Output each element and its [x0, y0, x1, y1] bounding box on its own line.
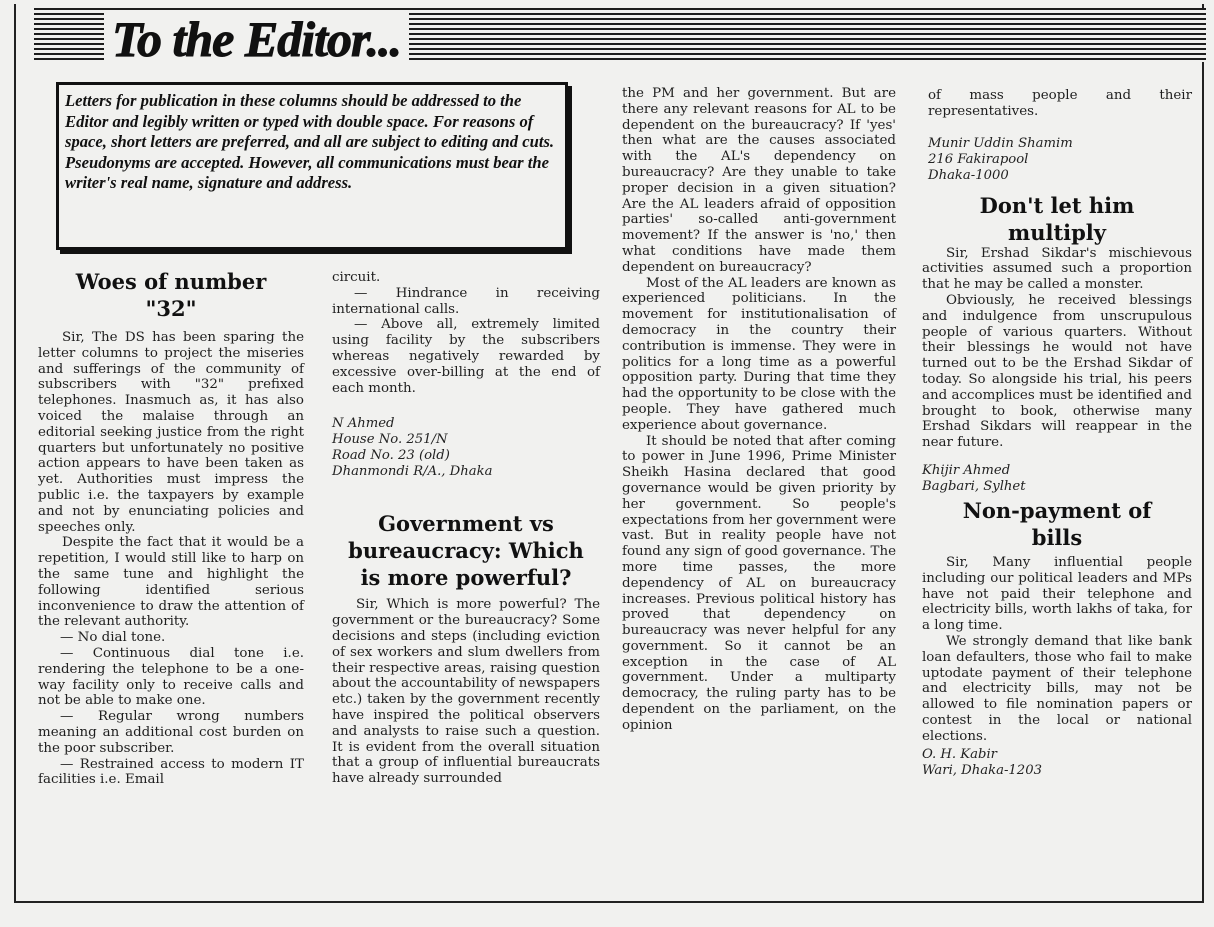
list-item: — Continuous dial tone i.e. rendering the telephone to be a one-way facility only to receive calls and not be able to make one.	[38, 645, 304, 709]
letter-signature: Khijir Ahmed Bagbari, Sylhet	[922, 462, 1026, 494]
letter-paragraph: Sir, Which is more powerful? The government or the bureaucracy? Some decisions and steps (including eviction of sex workers and slum dwellers from their respective areas, raising question about the accountability of newspapers etc.) taken by the government recently have inspired the political observers and analysts to raise such a question. It is evident from the overall situation that a group of influential bureaucrats have already surrounded	[332, 597, 600, 787]
letter-paragraph: It should be noted that after coming to power in June 1996, Prime Minister Sheikh Hasina declared that good governance would be given priority by her government. So people's expectations from her government were vast. But in reality people have not found any sign of good governance. The more time passes, the more dependency of AL on bureaucracy increases. Previous political history has proved that dependency on bureaucracy was never helpful for any government. So it cannot be an exception in the case of AL government. Under a multiparty democracy, the ruling party has to be dependent on the parliament, on the opinion	[622, 433, 896, 733]
submission-notice-box: Letters for publication in these columns should be addressed to the Editor and legibly written or typed with double space. For reasons of space, short letters are preferred, and all are subject to editing and cuts. Pseudonyms are accepted. However, all communications must bear the writer's real name, signature and address.	[56, 82, 568, 250]
letter-headline-bureaucracy: Government vs bureaucracy: Which is more powerful?	[348, 511, 584, 591]
letter-paragraph: Despite the fact that it would be a repetition, I would still like to harp on the same tune and highlight the following identified serious inconvenience to draw the attention of the relevant authority.	[38, 535, 304, 630]
list-item: — Restrained access to modern IT facilities i.e. Email	[38, 756, 304, 788]
letter-paragraph: Sir, The DS has been sparing the letter columns to project the miseries and sufferings of the community of subscribers with "32" prefixed telephones. Inasmuch as, it has also voiced the malaise through an editorial seeking justice from the right quarters but unfortunately no positive action appears to have been taken as yet. Authorities must impress the public i.e. the taxpayers by example and not by enunciating policies and speeches only.	[38, 330, 304, 535]
letter-paragraph: the PM and her government. But are there any relevant reasons for AL to be dependent on the bureaucracy? If 'yes' then what are the causes associated with the AL's dependency on bureaucracy? Are they unable to take proper decision in a given situation? Are the AL leaders afraid of opposition parties' so-called anti-government movement? If the answer is 'no,' then what conditions have made them dependent on bureaucracy?	[622, 86, 896, 275]
section-masthead: To the Editor...	[104, 12, 409, 66]
letter-headline-bills: Non-payment of bills	[962, 497, 1152, 550]
letter-paragraph: circuit.	[332, 270, 381, 285]
column-1	[38, 268, 304, 788]
list-item: — Above all, extremely limited using facility by the subscribers whereas negatively rewarded by excessive over-billing at the end of each month.	[332, 317, 600, 396]
letter-signature: Munir Uddin Shamim 216 Fakirapool Dhaka-1000	[928, 135, 1073, 183]
list-item: — No dial tone.	[60, 630, 166, 646]
letter-paragraph: Obviously, he received blessings and indulgence from unscrupulous people of various quarters. Without their blessings he would not have turned out to be the Ershad Sikdar of today. So alongside his trial, his peers and accomplices must be identified and brought to book, otherwise many Ershad Sikdars will reappear in the near future.	[922, 292, 1192, 451]
letter-paragraph: of mass people and their representatives.	[928, 88, 1192, 119]
letter-paragraph: We strongly demand that like bank loan defaulters, those who fail to make uptodate payment of their telephone and electricity bills, may not be allowed to file nomination papers or contest in the local or national elections.	[922, 633, 1192, 744]
letter-signature: N Ahmed House No. 251/N Road No. 23 (old) Dhanmondi R/A., Dhaka	[332, 416, 493, 480]
column-3	[622, 86, 896, 734]
column-2	[332, 270, 600, 787]
letter-paragraph: Most of the AL leaders are known as experienced politicians. In the movement for institutionalisation of democracy in the country their contribution is immense. They were in politics for a long time as a powerful opposition party. During that time they had the opportunity to be close with the people. They have gathered much experience about governance.	[622, 275, 896, 433]
letter-headline-number32: Woes of number "32"	[75, 269, 267, 321]
letter-headline-multiply: Don't let him multiply	[979, 192, 1135, 245]
column-4	[922, 88, 1192, 779]
letter-paragraph: Sir, Ershad Sikdar's mischievous activities assumed such a proportion that he may be called a monster.	[922, 245, 1192, 293]
list-item: — Hindrance in receiving international calls.	[332, 285, 600, 317]
list-item: — Regular wrong numbers meaning an additional cost burden on the poor subscriber.	[38, 709, 304, 756]
letter-signature: O. H. Kabir Wari, Dhaka-1203	[922, 746, 1042, 778]
letter-paragraph: Sir, Many influential people including our political leaders and MPs have not paid their telephone and electricity bills, worth lakhs of taka, for a long time.	[922, 554, 1192, 634]
